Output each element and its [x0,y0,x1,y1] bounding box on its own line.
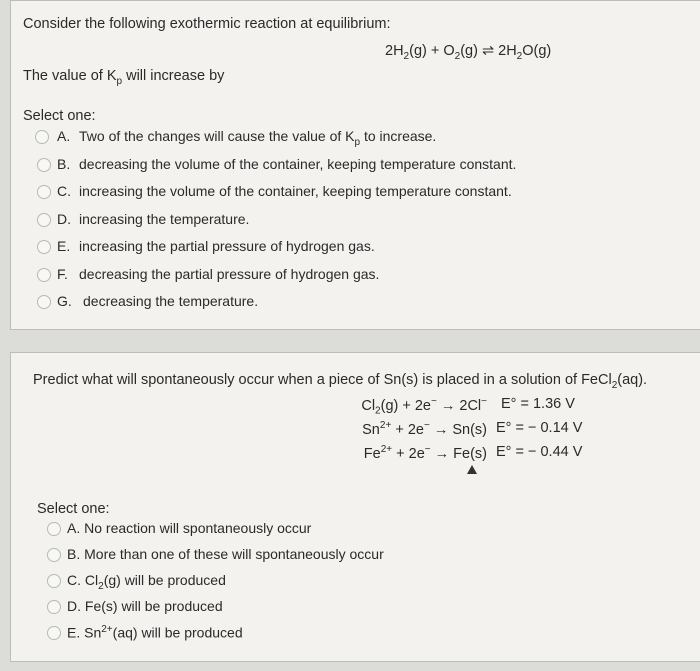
q1-option-label[interactable]: decreasing the partial pressure of hydrogen gas. [79,265,380,282]
q1-option-letter: F. [57,265,68,282]
q1-option-label[interactable]: increasing the partial pressure of hydrogen gas. [79,238,375,254]
standard-potential: E° = − 0.44 V [496,444,583,460]
q1-option-label[interactable]: decreasing the temperature. [83,293,259,309]
standard-potential: E° = − 0.14 V [496,420,583,436]
standard-potential: E° = 1.36 V [501,396,575,412]
q1-option-letter: A. [57,128,71,144]
mouse-cursor-icon [467,465,477,474]
q1-option-label[interactable]: increasing the volume of the container, keeping temperature constant. [79,183,512,199]
q1-equation: $2H_2(g) + O_2(g)$ ⇌ $2H_2O(g)$ [385,43,552,62]
q1-option-letter: G. [57,293,72,309]
q1-option-radio-e[interactable] [37,240,51,254]
q2-option-radio-c[interactable] [47,574,61,588]
q2-option-label[interactable]: E. $Sn^{2+}(aq)$ will be produced [67,624,243,641]
q1-option-label[interactable]: decreasing the volume of the container, keeping temperature constant. [79,155,517,172]
q2-prompt: Predict what will spontaneously occur when a piece of Sn(s) is placed in a solution of FeCl$_2$(aq). [33,372,648,391]
q1-statement: The value of $K_p$ will increase by [23,68,225,87]
q2-option-label[interactable]: D. Fe(s) will be produced [67,598,223,614]
q1-option-radio-f[interactable] [37,268,51,282]
half-reaction-equation: $Cl_2(g) + 2e^- \to 2Cl^-$ [361,396,487,417]
q1-option-label[interactable]: Two of the changes will cause the value of $K_p$ to increase. [79,128,437,148]
q1-option-radio-g[interactable] [37,295,51,309]
q1-option-letter: D. [57,210,71,227]
question-2-panel [10,352,700,662]
q2-option-radio-a[interactable] [47,522,61,536]
half-reaction-equation: $Fe^{2+} + 2e^- \to Fe(s)$ [363,444,487,462]
q2-option-label[interactable]: A. No reaction will spontaneously occur [67,520,312,536]
half-reaction-equation: $Sn^{2+} + 2e^- \to Sn(s)$ [362,420,487,438]
q1-select-label: Select one: [23,108,96,124]
q2-option-label[interactable]: B. More than one of these will spontaneously occur [67,546,384,562]
q1-option-letter: B. [57,155,71,172]
q1-option-label[interactable]: increasing the temperature. [79,210,250,227]
q1-option-radio-d[interactable] [37,213,51,227]
q2-option-label[interactable]: C. $Cl_2(g)$ will be produced [67,572,226,592]
q2-option-radio-d[interactable] [47,600,61,614]
q2-option-radio-b[interactable] [47,548,61,562]
q1-option-letter: C. [57,183,71,199]
q2-select-label: Select one: [37,501,110,517]
q1-option-letter: E. [57,238,71,254]
q2-option-radio-e[interactable] [47,626,61,640]
q1-prompt: Consider the following exothermic reaction at equilibrium: [23,16,391,32]
q1-option-radio-c[interactable] [37,185,51,199]
question-1-panel [10,0,700,330]
q1-option-radio-a[interactable] [35,130,49,144]
q1-option-radio-b[interactable] [37,158,51,172]
